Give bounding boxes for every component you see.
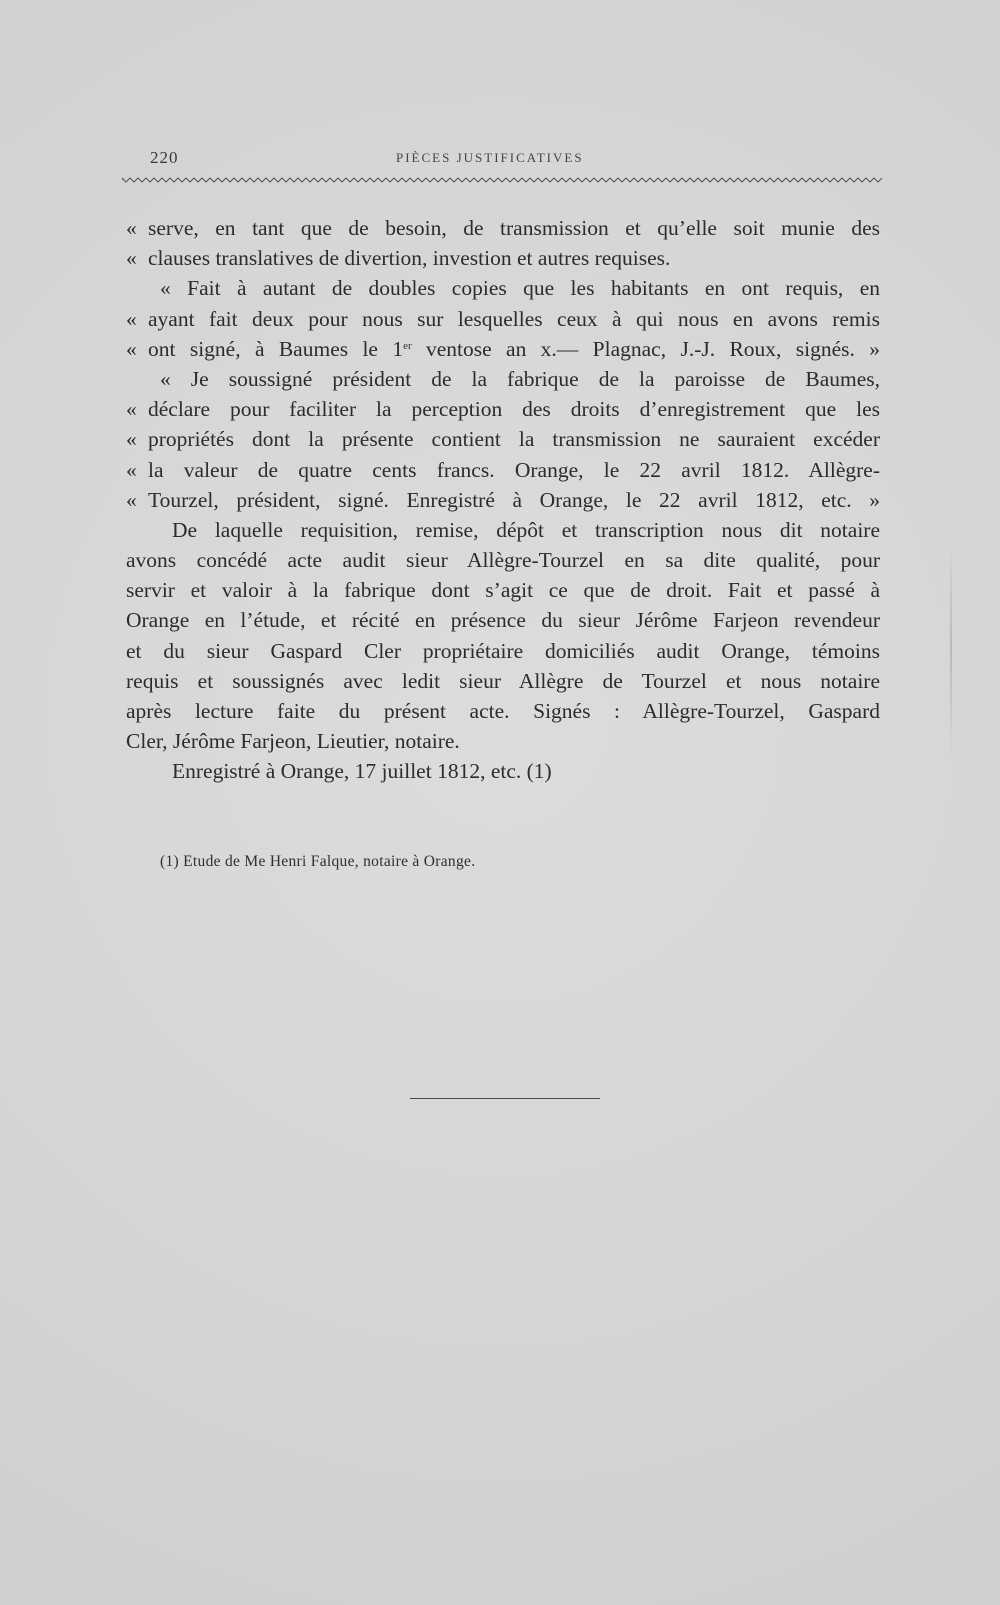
text-line: requis et soussignés avec ledit sieur Allègre de Tourzel et nous notaire xyxy=(126,668,880,693)
text-line: « ayant fait deux pour nous sur lesquelles ceux à qui nous en avons remis xyxy=(126,306,880,331)
text-line: « Fait à autant de doubles copies que les habitants en ont requis, en xyxy=(160,276,880,301)
superscript: er xyxy=(403,339,412,352)
text-line: Cler, Jérôme Farjeon, Lieutier, notaire. xyxy=(126,729,460,754)
text-line: Orange en l’étude, et récité en présence du sieur Jérôme Farjeon revendeur xyxy=(126,608,880,633)
body-text xyxy=(126,213,880,787)
ornamental-wavy-rule xyxy=(122,173,882,187)
text-line: « Je soussigné président de la fabrique de la paroisse de Baumes, xyxy=(160,366,880,391)
text-line: servir et valoir à la fabrique dont s’agit ce que de droit. Fait et passé à xyxy=(126,578,880,603)
text-line: « serve, en tant que de besoin, de transmission et qu’elle soit munie des xyxy=(126,216,880,240)
footnote: (1) Etude de Me Henri Falque, notaire à Orange. xyxy=(160,853,476,870)
page-header xyxy=(150,148,880,174)
text-line: « clauses translatives de divertion, investion et autres requises. xyxy=(126,246,671,271)
text-line: « la valeur de quatre cents francs. Orange, le 22 avril 1812. Allègre- xyxy=(126,457,880,482)
end-rule xyxy=(410,1098,600,1099)
text-line: « propriétés dont la présente contient la transmission ne sauraient excéder xyxy=(126,427,880,452)
page-number: 220 xyxy=(150,148,179,167)
running-title: PIÈCES JUSTIFICATIVES xyxy=(396,150,584,165)
text-line: avons concédé acte audit sieur Allègre-Tourzel en sa dite qualité, pour xyxy=(126,548,880,573)
text-line: « ont signé, à Baumes le 1er ventose an x.— Plagnac, J.-J. Roux, signés. » xyxy=(126,336,880,361)
text-line: De laquelle requisition, remise, dépôt et transcription nous dit notaire xyxy=(172,517,880,542)
text-line: après lecture faite du présent acte. Signés : Allègre-Tourzel, Gaspard xyxy=(126,699,880,723)
text-line: Enregistré à Orange, 17 juillet 1812, etc. (1) xyxy=(172,759,552,784)
text-line: et du sieur Gaspard Cler propriétaire domiciliés audit Orange, témoins xyxy=(126,638,880,663)
show-through-shadow xyxy=(950,540,952,760)
text-line: « Tourzel, président, signé. Enregistré à Orange, le 22 avril 1812, etc. » xyxy=(126,487,880,512)
text-line: « déclare pour faciliter la perception des droits d’enregistrement que les xyxy=(126,397,880,422)
